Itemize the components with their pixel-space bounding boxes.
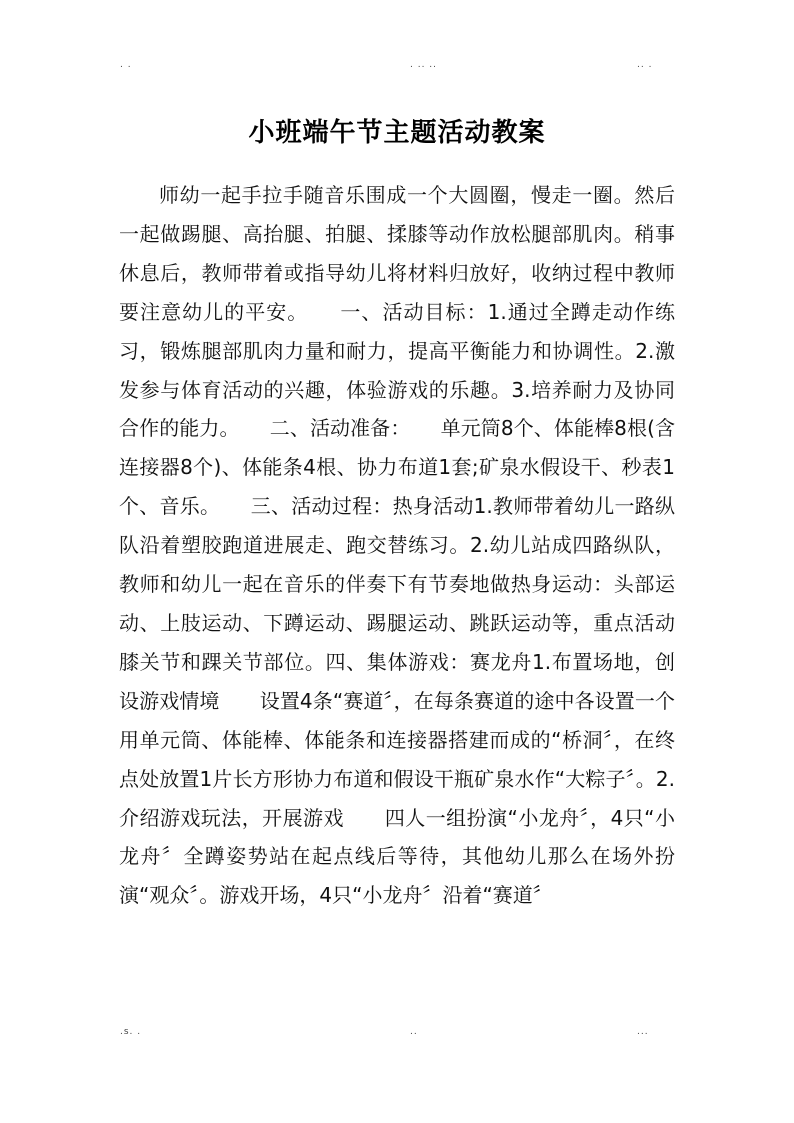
document-body: 师幼一起手拉手随音乐围成一个大圆圈，慢走一圈。然后一起做踢腿、高抬腿、拍腿、揉膝等动作放松腿部肌肉。稍事休息后，教师带着或指导幼儿将材料归放好，收纳过程中教师要注意幼儿的平安。 一、活动目标：1.通过全蹲走动作练习，锻炼腿部肌肉力量和耐力，提高平衡能力和协调性。2.激发参与体育活动的兴趣，体验游戏的乐趣。3.培养耐力及协同合作的能力。 二、活动准备： 单元筒8个、体能棒8根(含连接器8个)、体能条4根、协力布道1套;矿泉水假设干、秒表1个、音乐。 三、活动过程：热身活动1.教师带着幼儿一路纵队沿着塑胶跑道进展走、跑交替练习。2.幼儿站成四路纵队，教师和幼儿一起在音乐的伴奏下有节奏地做热身运动：头部运动、上肢运动、下蹲运动、踢腿运动、跳跃运动等，重点活动膝关节和踝关节部位。四、集体游戏：赛龙舟1.布置场地，创设游戏情境 设置4条“赛道〞，在每条赛道的途中各设置一个用单元筒、体能棒、体能条和连接器搭建而成的“桥洞〞，在终点处放置1片长方形协力布道和假设干瓶矿泉水作“大粽子〞。2.介绍游戏玩法，开展游戏 四人一组扮演“小龙舟〞，4只“小龙舟〞全蹲姿势站在起点线后等待，其他幼儿那么在场外扮演“观众〞。游戏开场，4只“小龙舟〞沿着“赛道〞	[119, 183, 675, 908]
header-center-marks: . .. ..	[410, 60, 438, 70]
footer-left-marks: .s. .	[120, 1027, 142, 1037]
header-left-marks: . .	[120, 60, 132, 70]
footer-right-marks: ...	[637, 1027, 649, 1037]
document-title: 小班端午节主题活动教案	[248, 118, 546, 148]
footer-center-marks: ..	[410, 1027, 418, 1037]
header-right-marks: .. .	[637, 60, 653, 70]
